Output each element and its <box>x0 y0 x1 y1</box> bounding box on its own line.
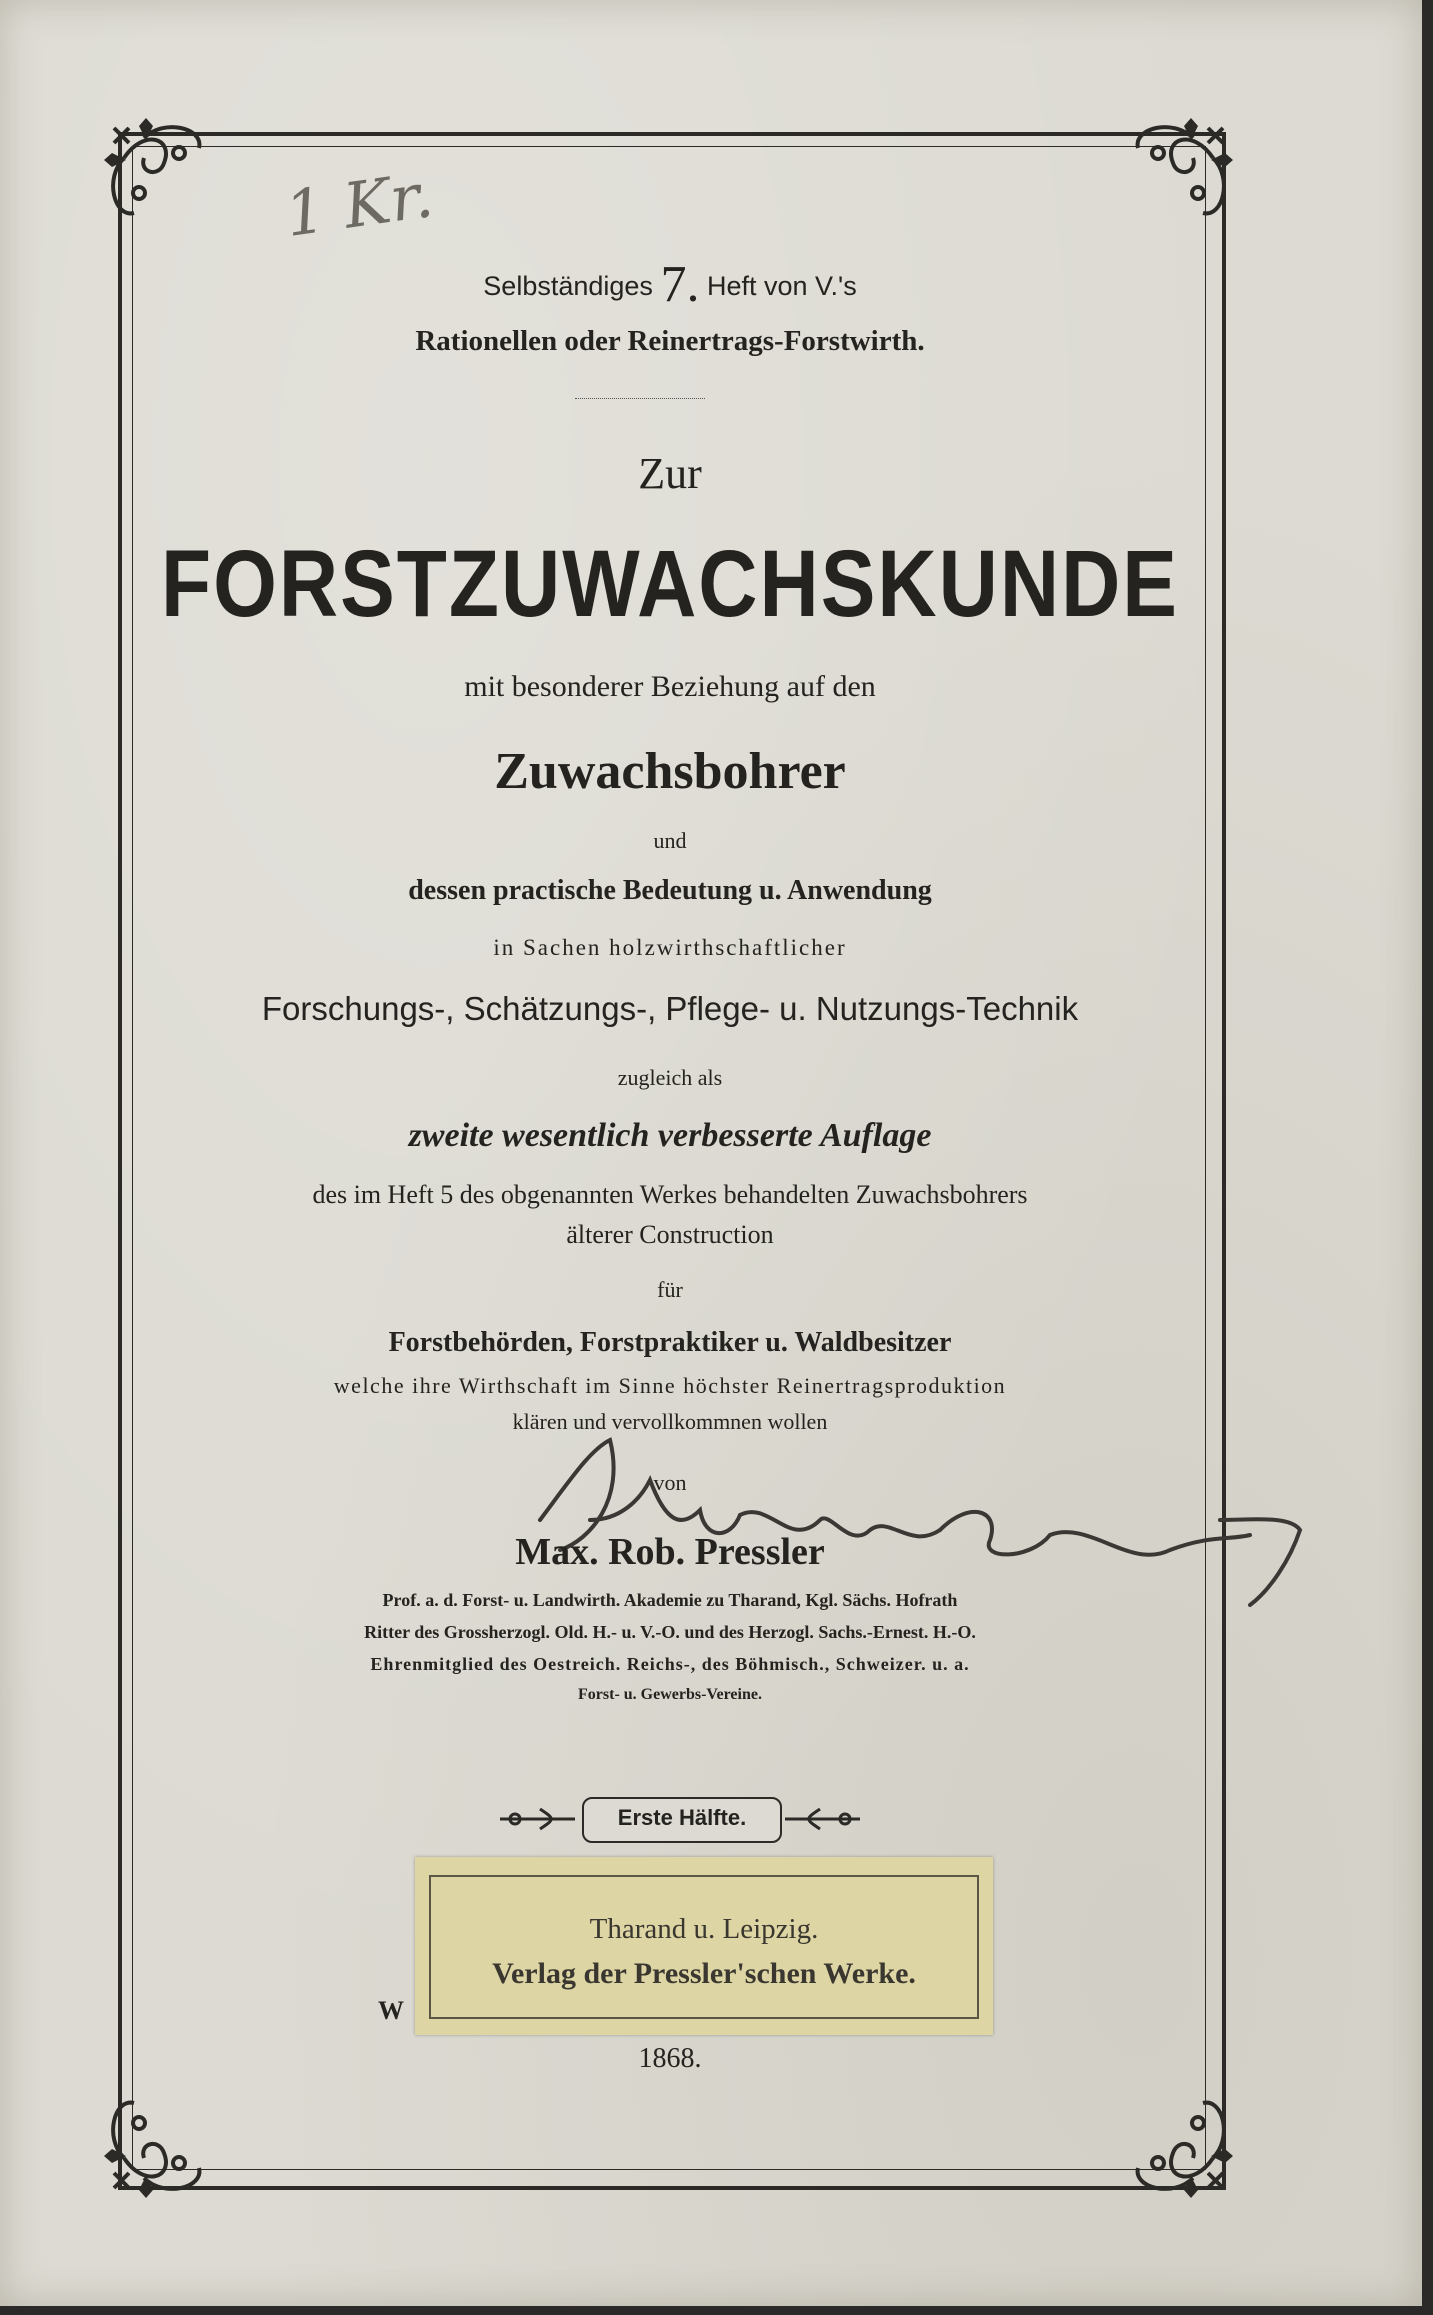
handwritten-note: 1 Kr. <box>280 158 438 251</box>
author: Max. Rob. Pressler <box>515 1531 825 1573</box>
author-title-4: Forst- u. Gewerbs-Vereine. <box>578 1686 762 1703</box>
series-number: 7. <box>660 256 700 313</box>
subtitle-main: Zuwachsbohrer <box>494 743 846 800</box>
part-badge: Erste Hälfte. <box>582 1797 782 1843</box>
desc-2: älterer Construction <box>566 1220 774 1249</box>
series-line-2: Rationellen oder Reinertrags-Forstwirth. <box>415 325 925 357</box>
publisher-place: Tharand u. Leipzig. <box>589 1913 819 1945</box>
author-title-1: Prof. a. d. Forst- u. Landwirth. Akademie zu Tharand, Kgl. Sächs. Hofrath <box>382 1590 958 1610</box>
subtitle-5: zugleich als <box>617 1065 723 1090</box>
publisher-label <box>415 1857 993 2035</box>
subtitle-3: in Sachen holzwirthschaftlicher <box>493 935 847 960</box>
desc-1: des im Heft 5 des obgenannten Werkes behandelten Zuwachsbohrers <box>312 1180 1028 1209</box>
corner-ornament-icon <box>104 118 254 268</box>
title-main: FORSTZUWACHSKUNDE <box>161 532 1179 637</box>
obscured-letter: W <box>378 1996 404 2025</box>
author-title-2: Ritter des Grossherzogl. Old. H.- u. V.-O. und des Herzogl. Sachs.-Ernest. H.-O. <box>364 1622 976 1642</box>
corner-ornament-icon <box>1083 118 1233 268</box>
von: von <box>653 1470 687 1495</box>
audience: Forstbehörden, Forstpraktiker u. Waldbesitzer <box>388 1327 952 1358</box>
audience-desc-1: welche ihre Wirthschaft im Sinne höchster Reinertragsproduktion <box>333 1373 1007 1398</box>
publisher-label-border <box>429 1875 979 2019</box>
author-title-3: Ehrenmitglied des Oestreich. Reichs-, des Böhmisch., Schweizer. u. a. <box>370 1654 970 1674</box>
subtitle-2: dessen practische Bedeutung u. Anwendung <box>408 875 932 906</box>
year: 1868. <box>638 2043 702 2074</box>
series-suffix: Heft von V.'s <box>706 271 857 301</box>
audience-desc-2: klären und vervollkommnen wollen <box>512 1409 828 1434</box>
subtitle-1: mit besonderer Beziehung auf den <box>464 670 876 703</box>
series-prefix: Selbständiges <box>483 271 653 301</box>
title-pre: Zur <box>638 449 702 498</box>
conj-und: und <box>653 828 687 853</box>
series-line-1 <box>140 255 1200 314</box>
signature-scrawl <box>530 1420 1310 1610</box>
divider <box>575 398 705 399</box>
publisher-name: Verlag der Pressler'schen Werke. <box>492 1957 916 1990</box>
edition: zweite wesentlich verbesserte Auflage <box>408 1117 932 1154</box>
subtitle-4: Forschungs-, Schätzungs-, Pflege- u. Nutzungs-Technik <box>261 990 1079 1027</box>
fuer: für <box>657 1277 683 1302</box>
